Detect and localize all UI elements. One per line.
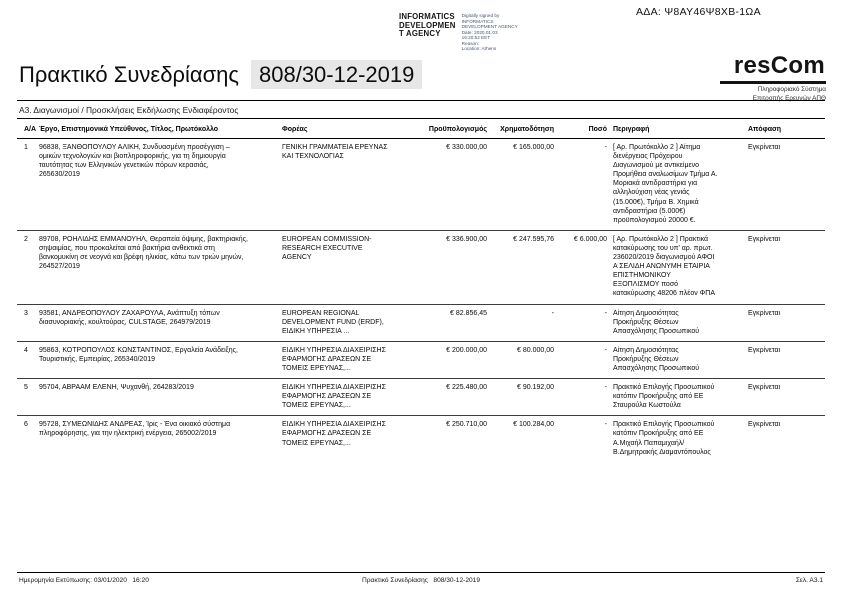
page-footer	[17, 572, 825, 589]
table-row	[17, 379, 825, 416]
header-amount: Ποσό	[556, 119, 609, 139]
meeting-items-table	[17, 118, 825, 462]
signature-agency-name	[399, 13, 456, 39]
header-description: Περιγραφή	[609, 119, 744, 139]
row-number: 6	[24, 421, 28, 429]
logo-subtitle-line: Πληροφοριακό Σύστημα	[757, 86, 826, 93]
project-cell: 95728, ΣΥΜΕΩΝΙΔΗΣ ΑΝΔΡΕΑΣ, Ίρις - Ένα οικιακό σύστημα πληροφόρησης, για την ηλεκτρική ενέργεια, 265002/2019	[39, 421, 231, 438]
ada-code: ΑΔΑ: Ψ8ΑΥ46Ψ8ΧΒ-1ΩΑ	[636, 6, 761, 18]
table-header-row	[17, 119, 825, 139]
funding-cell: € 165.000,00	[489, 139, 556, 231]
rescom-logo	[720, 52, 826, 103]
description-cell: Πρακτικό Επιλογής Προσωπικού κατόπιν Προκήρυξης από ΕΕ Σταυρούλα Κωστούλα	[609, 379, 744, 416]
amount-cell: € 6.000,00	[556, 230, 609, 304]
signature-details	[462, 13, 518, 52]
page-number: Σελ. Α3.1	[795, 577, 823, 584]
decision-cell: Εγκρίνεται	[744, 304, 825, 341]
header-budget: Προϋπολογισμός	[424, 119, 489, 139]
signature-agency-line: INFORMATICS	[399, 12, 455, 21]
amount-cell: -	[556, 139, 609, 231]
description-cell: Αίτηση Δημοσιότητας Προκήρυξης Θέσεων Απασχόλησης Προσωπικού	[609, 341, 744, 378]
description-cell: Αίτηση Δημοσιότητας Προκήρυξης Θέσεων Απασχόλησης Προσωπικού	[609, 304, 744, 341]
header-funding: Χρηματοδότηση	[489, 119, 556, 139]
agency-cell: ΓΕΝΙΚΗ ΓΡΑΜΜΑΤΕΙΑ ΕΡΕΥΝΑΣ ΚΑΙ ΤΕΧΝΟΛΟΓΙΑΣ	[282, 139, 424, 231]
funding-cell: € 247.595,76	[489, 230, 556, 304]
budget-cell: € 225.480,00	[424, 379, 489, 416]
digital-signature-stamp	[399, 13, 518, 52]
agency-cell: ΕΙΔΙΚΗ ΥΠΗΡΕΣΙΑ ΔΙΑΧΕΙΡΙΣΗΣ ΕΦΑΡΜΟΓΗΣ ΔΡΑΣΕΩΝ ΣΕ ΤΟΜΕΙΣ ΕΡΕΥΝΑΣ,...	[282, 379, 424, 416]
budget-cell: € 330.000,00	[424, 139, 489, 231]
amount-cell: -	[556, 379, 609, 416]
decision-cell: Εγκρίνεται	[748, 421, 781, 429]
table-row	[17, 139, 825, 231]
header-decision: Απόφαση	[744, 119, 825, 139]
page-title-text: Πρακτικό Συνεδρίασης	[19, 62, 239, 87]
budget-cell: € 250.710,00	[446, 421, 487, 429]
row-number: 4	[17, 341, 39, 378]
signature-detail-line: DEVELOPMENT AGENCY	[461, 24, 518, 30]
header-num: Α/Α	[17, 119, 39, 139]
table-row	[17, 304, 825, 341]
description-cell: Πρακτικό Επιλογής Προσωπικού κατόπιν Προκήρυξης από ΕΕ Α.Μιχαήλ Παπαμιχαήλ/Β.Δημητρακής Διαμαντόπουλος	[613, 421, 715, 456]
project-cell: 89708, ΡΟΗΛΙΔΗΣ ΕΜΜΑΝΟΥΗΛ, Θεραπεία όψιμης, βακτηριακής, σηψαιμίας, που προκαλείται από βακτήρια ανθεκτικά στη βανκομυκίνη σε νεογνά και βρέφη ηλικίας, κάτω των τριών μηνών, 264527/2019	[39, 230, 282, 304]
budget-cell: € 82.856,45	[424, 304, 489, 341]
amount-cell: -	[556, 341, 609, 378]
project-cell: 96838, ΞΑΝΘΟΠΟΥΛΟΥ ΑΛΙΚΗ, Συνδυασμένη προσέγγιση – ομικών τεχνολογιών και βιοπληροφορικής, για τη δημιουργία ταυτότητας των Ελληνικών γενετικών πόρων κερασιάς, 265630/2019	[39, 139, 282, 231]
funding-cell: -	[489, 304, 556, 341]
header-agency: Φορέας	[282, 119, 424, 139]
row-number: 3	[17, 304, 39, 341]
signature-detail-line: 16:20:52 EET	[461, 35, 491, 41]
description-cell: [ Αρ. Πρωτόκολλο 2 ] Αίτημα διενέργειας Πρόχειρου Διαγωνισμού με αντικείμενο Προμήθεια αναλωσίμων Τμήμα Α. Μοριακά αντιδραστήρια για αλληλούχιση νέας γενιάς (15.000€), Τμήμα Β. Χημικά αντιδραστήρια (5.000€) προϋπολογισμού 20000 €.	[609, 139, 744, 231]
signature-agency-line: T AGENCY	[399, 29, 441, 39]
signature-agency-line: DEVELOPMEN	[399, 20, 456, 30]
agency-cell: ΕΙΔΙΚΗ ΥΠΗΡΕΣΙΑ ΔΙΑΧΕΙΡΙΣΗΣ ΕΦΑΡΜΟΓΗΣ ΔΡΑΣΕΩΝ ΣΕ ΤΟΜΕΙΣ ΕΡΕΥΝΑΣ,...	[282, 421, 386, 447]
logo-subtitle-line: Επιτροπής Ερευνών ΑΠΘ	[752, 94, 826, 102]
table-row	[17, 230, 825, 304]
signature-detail-line: Date: 2020.01.03	[461, 29, 498, 35]
decision-cell: Εγκρίνεται	[744, 230, 825, 304]
description-cell: [ Αρ. Πρωτόκολλο 2 ] Πρακτικά κατακύρωσης του υπ' αρ. πρωτ. 236020/2019 διαγωνισμού ΑΦΟΙ Α ΣΕΛΙΔΗ ΑΝΩΝΥΜΗ ΕΤΑΙΡΙΑ ΕΠΙΣΤΗΜΟΝΙΚΟΥ ΕΞΟΠΛΙΣΜΟΥ ποσό κατακύρωσης 48206 πλέον ΦΠΑ	[609, 230, 744, 304]
signature-detail-line: INFORMATICS	[461, 18, 494, 24]
footer-title: Πρακτικό Συνεδρίασης 808/30-12-2019	[362, 577, 480, 584]
decision-cell: Εγκρίνεται	[744, 139, 825, 231]
signature-detail-line: Reason:	[461, 40, 480, 46]
funding-cell: € 100.284,00	[513, 421, 554, 429]
signature-detail-line: Digitally signed by	[461, 13, 500, 18]
header-divider	[17, 100, 825, 101]
agency-cell: EUROPEAN REGIONAL DEVELOPMENT FUND (ERDF), ΕΙΔΙΚΗ ΥΠΗΡΕΣΙΑ ...	[282, 304, 424, 341]
row-number: 2	[17, 230, 39, 304]
rescom-logo-text: resCom	[720, 52, 826, 84]
signature-detail-line: Location: Athens	[461, 46, 497, 52]
amount-cell: -	[604, 421, 607, 429]
agency-cell: EUROPEAN COMMISSION-RESEARCH EXECUTIVE AGENCY	[282, 230, 424, 304]
project-cell: 93581, ΑΝΔΡΕΟΠΟΥΛΟΥ ΖΑΧΑΡΟΥΛΑ, Ανάπτυξη τόπων διασυνοριακής, κουλτούρας, CULSTAGE, 264979/2019	[39, 304, 282, 341]
decision-cell: Εγκρίνεται	[744, 379, 825, 416]
meeting-number: 808/30-12-2019	[251, 60, 422, 89]
budget-cell: € 200.000,00	[424, 341, 489, 378]
print-date: Ημερομηνία Εκτύπωσης: 03/01/2020 16:20	[19, 577, 149, 584]
amount-cell: -	[556, 304, 609, 341]
funding-cell: € 90.192,00	[489, 379, 556, 416]
section-title: Α3. Διαγωνισμοί / Προσκλήσεις Εκδήλωσης Ενδιαφέροντος	[19, 105, 239, 115]
project-cell: 95863, ΚΟΤΡΟΠΟΥΛΟΣ ΚΩΝΣΤΑΝΤΙΝΟΣ, Εργαλεία Ανάδειξης, Τουριστικής, Εμπειρίας, 265340/2019	[39, 341, 282, 378]
agency-cell: ΕΙΔΙΚΗ ΥΠΗΡΕΣΙΑ ΔΙΑΧΕΙΡΙΣΗΣ ΕΦΑΡΜΟΓΗΣ ΔΡΑΣΕΩΝ ΣΕ ΤΟΜΕΙΣ ΕΡΕΥΝΑΣ,...	[282, 341, 424, 378]
funding-cell: € 80.000,00	[489, 341, 556, 378]
table-row	[17, 341, 825, 378]
budget-cell: € 336.900,00	[424, 230, 489, 304]
page-title	[19, 62, 422, 88]
project-cell: 95704, ΑΒΡΑΑΜ ΕΛΕΝΗ, Ψυχανθή, 264283/2019	[39, 379, 282, 416]
table-row	[17, 416, 825, 462]
row-number: 5	[17, 379, 39, 416]
decision-cell: Εγκρίνεται	[744, 341, 825, 378]
row-number: 1	[17, 139, 39, 231]
header-project: Έργο, Επιστημονικά Υπεύθυνος, Τίτλος, Πρωτόκολλο	[39, 119, 282, 139]
